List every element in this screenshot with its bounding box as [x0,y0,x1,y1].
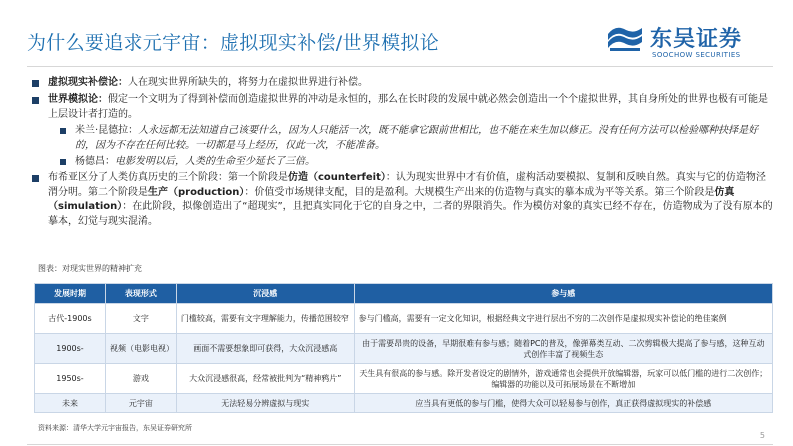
comparison-table [34,283,773,413]
bullet-label: 虚拟现实补偿论： [48,77,128,88]
table-cell: 大众沉浸感很高，经常被批判为“精神鸦片” [176,364,354,394]
sub-bullet-label: 米兰·昆德拉： [75,125,139,137]
quote-text: 人永远都无法知道自己该要什么，因为人只能活一次，既不能拿它跟前世相比，也不能在来生加以修正。没有任何方法可以检验哪种抉择是好的，因为不存在任何比较。一切都是马上经历，仅此一次，不能准备。 [75,125,759,152]
figure-caption: 图表：对现实世界的精神扩充 [38,264,142,273]
bullet-compensation [31,76,775,91]
header-divider [27,66,773,67]
bullet-text: 假定一个文明为了得到补偿而创造虚拟世界的冲动是永恒的，那么在长时段的发展中就必然会创造出一个个虚拟世界，其自身所处的世界也极有可能是上层设计者打造的。 [48,93,768,120]
square-bullet-icon [60,159,66,165]
table-cell: 画面不需要想象即可获得，大众沉浸感高 [176,334,354,364]
source-note: 资料来源：清华大学元宇宙报告，东吴证券研究所 [38,424,192,432]
table-cell: 元宇宙 [105,394,176,413]
quote-text: 电影发明以后，人类的生命至少延长了三倍。 [115,155,315,167]
square-bullet-icon [32,97,39,104]
table-cell: 由于需要昂贵的设备，早期很难有参与感；随着PC的普及，像弹幕类互动、二次剪辑极大提高了参与感，这种互动式创作丰富了视频生态 [354,334,772,364]
table-cell: 应当具有更低的参与门槛，使得大众可以轻易参与创作，真正获得虚拟现实的补偿感 [354,394,772,413]
column-header: 表现形式 [105,284,176,304]
text-run: ：在此阶段，拟像创造出了“超现实”，且把真实同化于它的自身之中，二者的界限消失。作为模仿对象的真实已经不存在，仿造物成为了没有原本的摹本，幻觉与现实混淆。 [48,201,773,228]
table-row [35,364,773,394]
text-run: ：价值受市场规律支配，目的是盈利。大规模生产出来的仿造物与真实的摹本成为平等关系。第三个阶段是 [244,186,715,198]
table-cell: 视频（电影电视） [105,334,176,364]
table-row [35,334,773,364]
table-cell: 未来 [35,394,106,413]
table-cell: 门槛较高，需要有文字理解能力，传播范围较窄 [176,304,354,334]
square-bullet-icon [32,175,39,182]
table-cell: 参与门槛高，需要有一定文化知识，根据经典文字进行层出不穷的二次创作是虚拟现实补偿论的绝佳案例 [354,304,772,334]
column-header: 参与感 [354,284,772,304]
bullet-text: 人在现实世界所缺失的，将努力在虚拟世界进行补偿。 [128,77,368,88]
logo-text-cn: 东吴证券 [650,27,743,52]
bullet-label: 世界模拟论： [48,93,108,105]
page-number: 5 [759,431,765,440]
column-header: 沉浸感 [176,284,354,304]
bullet-baudrillard [31,171,775,230]
square-bullet-icon [60,128,66,134]
company-logo [606,22,766,62]
footer-divider [27,444,773,445]
bullet-simulation [31,93,775,123]
table-cell: 天生具有很高的参与感。除开发者设定的剧情外，游戏通常也会提供开放编辑器，玩家可以低门槛的进行二次创作；编辑器的功能以及可拓展场景在不断增加 [354,364,772,394]
text-run: ：认为现实世界中才有价值，虚构活动要模拟、复制和反映自然。真实与它的仿造物泾渭分明。第二个阶段是 [48,171,766,198]
table-row [35,394,773,413]
content-body [31,76,775,232]
keyword-production: 生产（production） [148,186,245,198]
table-cell: 游戏 [105,364,176,394]
table-cell: 古代-1900s [35,304,106,334]
table-header-row [35,284,773,304]
keyword-counterfeit: 仿造（counterfeit） [288,171,386,183]
column-header: 发展时期 [35,284,106,304]
logo-mark-icon [606,24,644,52]
square-bullet-icon [32,80,39,87]
table-row [35,304,773,334]
table-cell: 1950s- [35,364,106,394]
keyword-simulation: 仿真（simulation） [48,186,735,213]
sub-bullet-label: 杨德昌： [75,155,115,167]
table-cell: 1900s- [35,334,106,364]
sub-bullet-yang [31,155,775,170]
table-cell: 无法轻易分辨虚拟与现实 [176,394,354,413]
page-title: 为什么要追求元宇宙：虚拟现实补偿/世界模拟论 [27,32,440,54]
sub-bullet-kundera [31,124,775,154]
table-cell: 文字 [105,304,176,334]
text-run: 布希亚区分了人类仿真历史的三个阶段：第一个阶段是 [48,171,288,183]
logo-text-en: SOOCHOW SECURITIES [652,51,741,59]
